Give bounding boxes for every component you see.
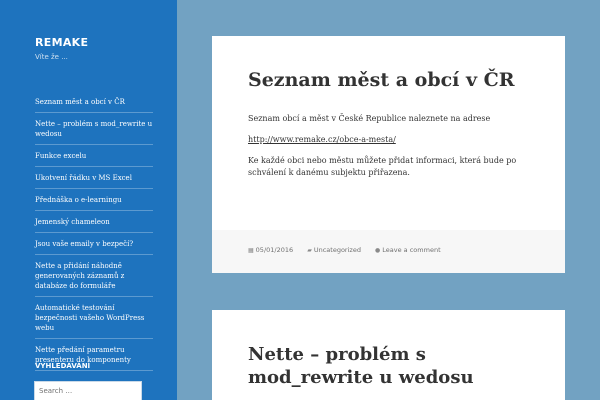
nav-item[interactable]	[35, 167, 153, 189]
calendar-icon: ▦	[248, 247, 254, 254]
folder-icon: ▰	[307, 247, 312, 254]
post-date-text[interactable]: 05/01/2016	[255, 246, 294, 254]
nav-link[interactable]: Funkce excelu	[35, 152, 87, 160]
post-comment-text[interactable]: Leave a comment	[382, 246, 441, 254]
nav-item[interactable]	[35, 255, 153, 297]
nav-link[interactable]: Seznam měst a obcí v ČR	[35, 98, 125, 106]
post-meta	[212, 230, 565, 273]
nav-item[interactable]	[35, 297, 153, 339]
nav-item[interactable]	[35, 189, 153, 211]
post-comment[interactable]	[375, 246, 447, 254]
nav-link[interactable]: Nette a přidání náhodně generovaných záznamů z databáze do formuláře	[35, 262, 125, 290]
post-link[interactable]: http://www.remake.cz/obce-a-mesta/	[248, 135, 396, 144]
nav-link[interactable]: Přednáška o e-learningu	[35, 196, 122, 204]
post-card	[212, 310, 565, 400]
nav-link[interactable]: Jemenský chameleon	[35, 218, 110, 226]
nav-link[interactable]: Automatické testování bezpečnosti vašeho WordPress webu	[35, 304, 145, 332]
post-category-text[interactable]: Uncategorized	[313, 246, 361, 254]
sidebar	[0, 0, 177, 400]
nav-item[interactable]	[35, 211, 153, 233]
post-card	[212, 36, 565, 273]
nav-link[interactable]: Jsou vaše emaily v bezpečí?	[35, 240, 134, 248]
search-input[interactable]: Search …	[34, 381, 142, 400]
search-widget-title: VYHLEDÁVÁNÍ	[35, 362, 91, 370]
nav-link[interactable]: Nette předání parametru presenteru do komponenty	[35, 346, 131, 364]
post-paragraph: Seznam obcí a měst v České Republice naleznete na adrese	[248, 114, 491, 123]
post-paragraph: Ke každé obci nebo městu můžete přidat informaci, která bude po schválení k danému subjektu přiřazena.	[248, 156, 517, 177]
site-description: Víte že ...	[35, 53, 68, 61]
post-content	[248, 113, 533, 188]
post-date[interactable]	[248, 246, 299, 254]
nav-item[interactable]	[35, 113, 153, 145]
sidebar-nav	[35, 92, 153, 371]
post-title[interactable]: Nette – problém s mod_rewrite u wedosu	[248, 344, 474, 388]
site-title[interactable]: REMAKE	[35, 36, 89, 49]
nav-item[interactable]	[35, 92, 153, 113]
post-category[interactable]	[307, 246, 367, 254]
nav-link[interactable]: Nette – problém s mod_rewrite u wedosu	[35, 120, 153, 138]
comment-icon: ●	[375, 247, 381, 254]
post-title[interactable]: Seznam měst a obcí v ČR	[248, 69, 515, 91]
nav-link[interactable]: Ukotvení řádku v MS Excel	[35, 174, 132, 182]
nav-item[interactable]	[35, 145, 153, 167]
nav-item[interactable]	[35, 233, 153, 255]
